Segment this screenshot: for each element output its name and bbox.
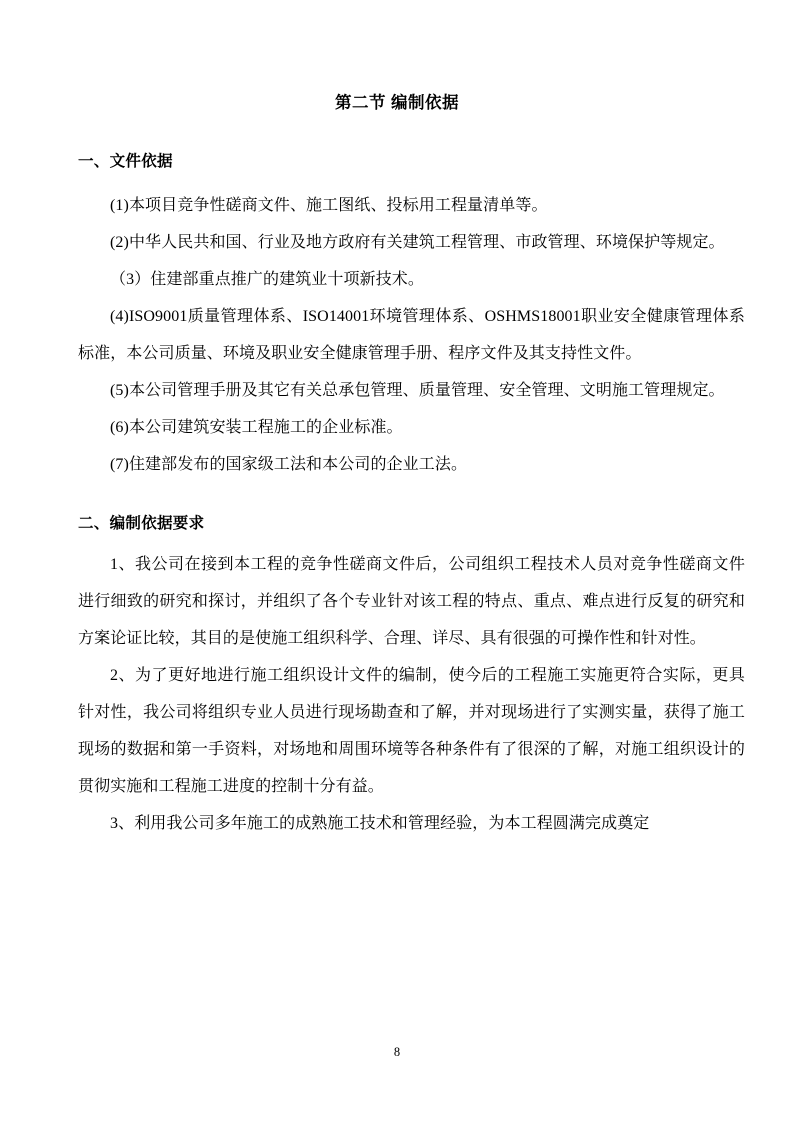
section-heading-basis-requirements: 二、编制依据要求 [78,514,205,532]
list-item: (4)ISO9001质量管理体系、ISO14001环境管理体系、OSHMS18001职业安全健康管理体系标准，本公司质量、环境及职业安全健康管理手册、程序文件及其支持性文件。 [78,307,745,362]
list-item: (7)住建部发布的国家级工法和本公司的企业工法。 [110,455,468,473]
list-item: 3、利用我公司多年施工的成熟施工技术和管理经验，为本工程圆满完成奠定 [110,815,650,833]
page-title: 第二节 编制依据 [334,94,460,112]
page-number: 8 [393,1045,401,1059]
list-item: 2、为了更好地进行施工组织设计文件的编制，使今后的工程施工实施更符合实际，更具针对性，我公司将组织专业人员进行现场勘查和了解，并对现场进行了实测实量，获得了施工现场的数据和第一手资料，对场地和周围环境等各种条件有了很深的了解，对施工组织设计的贯彻实施和工程施工进度的控制十分有益。 [78,667,745,796]
list-item: (2)中华人民共和国、行业及地方政府有关建筑工程管理、市政管理、环境保护等规定。 [110,233,725,251]
section-body-file-basis [0,173,794,483]
section-body-basis-requirements [0,534,794,842]
list-item: (6)本公司建筑安装工程施工的企业标准。 [110,418,403,436]
list-item: （3）住建部重点推广的建筑业十项新技术。 [110,270,425,288]
list-item: 1、我公司在接到本工程的竞争性磋商文件后，公司组织工程技术人员对竞争性磋商文件进行细致的研究和探讨，并组织了各个专业针对该工程的特点、重点、难点进行反复的研究和方案论证比较，其目的是使施工组织科学、合理、详尽、具有很强的可操作性和针对性。 [78,556,745,648]
list-item: (1)本项目竞争性磋商文件、施工图纸、投标用工程量清单等。 [110,196,548,214]
list-item: (5)本公司管理手册及其它有关总承包管理、质量管理、安全管理、文明施工管理规定。 [110,381,725,399]
section-heading-file-basis: 一、文件依据 [78,153,173,171]
